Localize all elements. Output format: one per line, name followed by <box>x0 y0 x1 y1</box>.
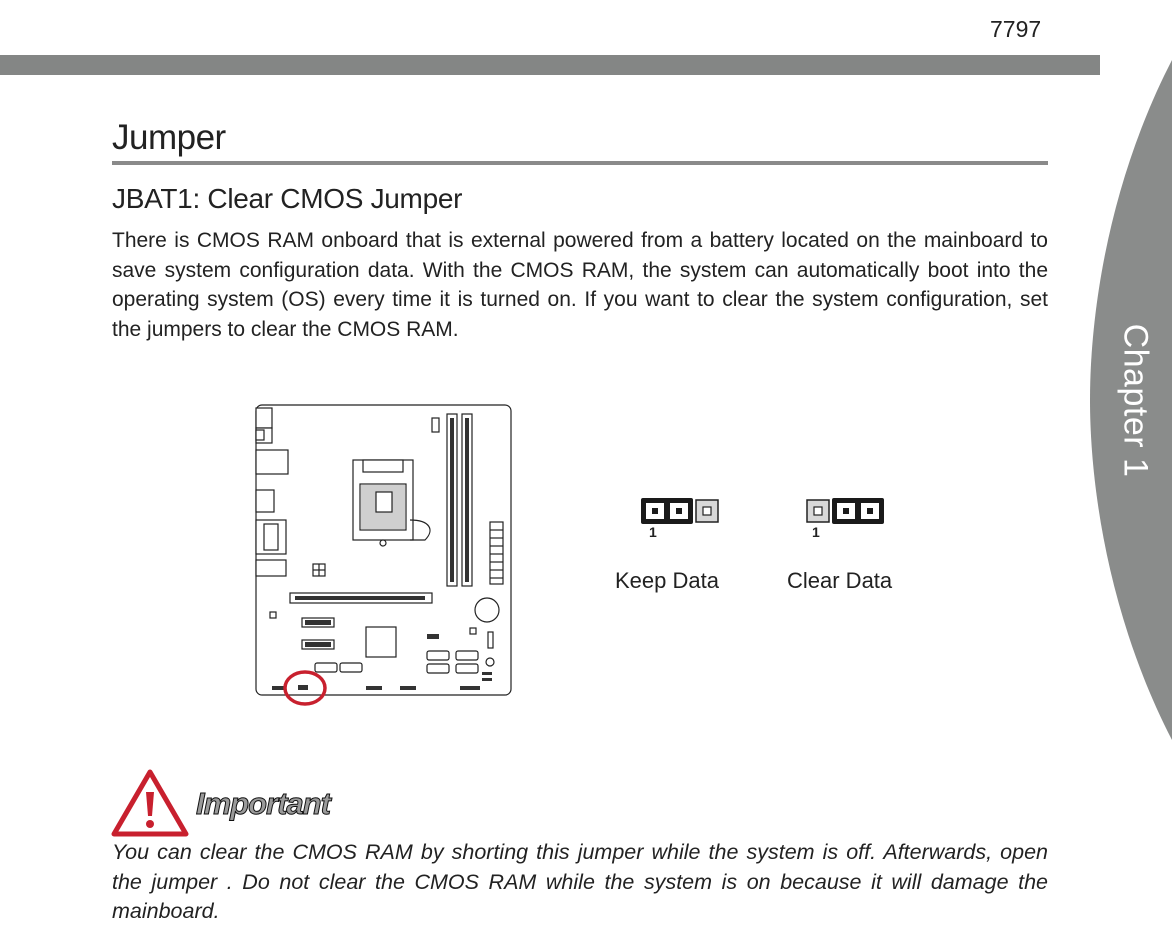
jumper-pin1-label: 1 <box>812 524 820 540</box>
jumper-keep-data <box>640 497 720 525</box>
header-bar <box>0 55 1100 75</box>
subsection-title: JBAT1: Clear CMOS Jumper <box>112 183 463 214</box>
clear-data-caption: Clear Data <box>787 568 893 593</box>
body-paragraph: There is CMOS RAM onboard that is external powered from a battery located on the mainboard to save system configuration data. With the CMOS RAM, the system can automatically boot into the operating system (OS) every time it is turned on. If you want to clear the system configuration, set the jumpers to clear the CMOS RAM. <box>112 229 1048 341</box>
important-text: You can clear the CMOS RAM by shorting this jumper while the system is off. Afterwards, open the jumper . Do not clear the CMOS RAM while the system is on because it will damage the mainboard. <box>112 840 1048 923</box>
section-title: Jumper <box>112 118 226 157</box>
section-divider <box>112 161 1048 165</box>
chapter-label: Chapter 1 <box>1116 323 1155 477</box>
jumper-pin1-label: 1 <box>649 524 657 540</box>
page-number: 7797 <box>990 16 1042 42</box>
keep-data-caption: Keep Data <box>615 568 719 593</box>
warning-icon <box>110 768 190 838</box>
mainboard-diagram <box>240 400 520 710</box>
important-heading: Important <box>196 786 330 821</box>
jumper-clear-data <box>805 497 885 525</box>
